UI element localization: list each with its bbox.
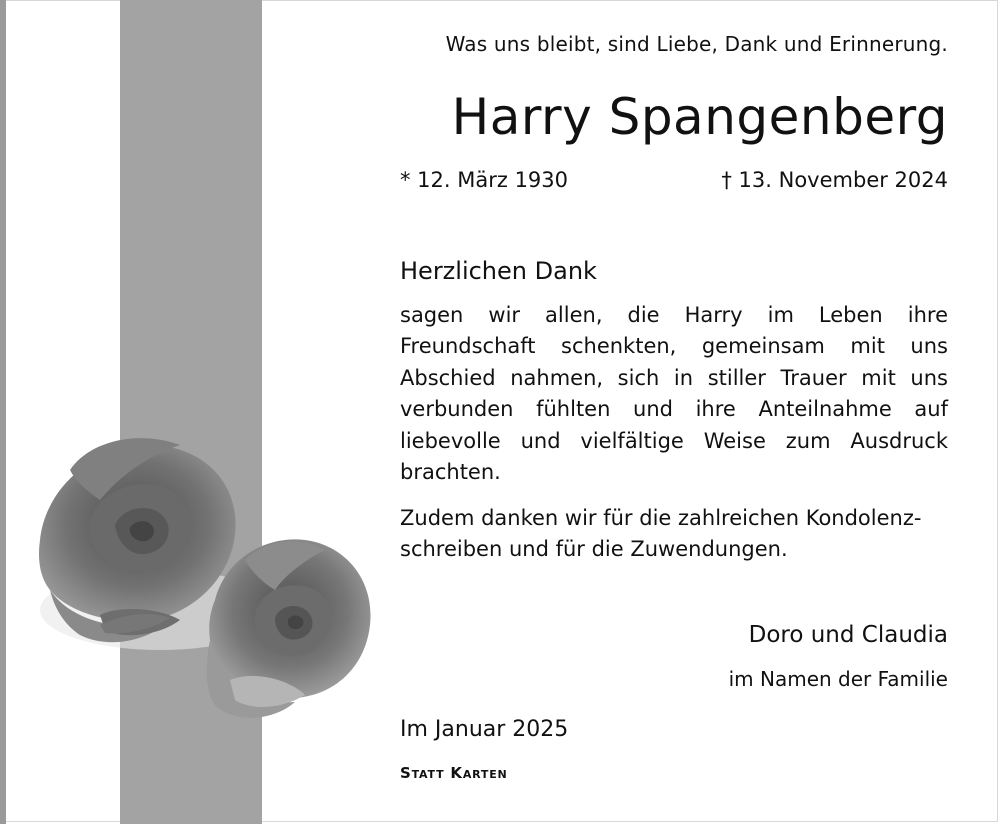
birth-date: * 12. März 1930 [400, 168, 569, 192]
death-date: † 13. November 2024 [721, 168, 948, 192]
motto: Was uns bleibt, sind Liebe, Dank und Erinnerung. [445, 32, 948, 56]
condolence-line-1: Zudem danken wir für die zahlreichen Kondolenz- [400, 506, 922, 530]
rose-right [207, 539, 371, 718]
roses-image [30, 430, 380, 750]
left-edge-strip [0, 0, 6, 824]
notice-date: Im Januar 2025 [400, 717, 569, 742]
signers-subtitle: im Namen der Familie [728, 667, 948, 691]
thanks-paragraph: sagen wir allen, die Harry im Leben ihre Freundschaft schenkten, gemeinsam mit uns Abschied nahmen, sich in stiller Trauer mit uns verbunden fühlten und ihre Anteilnahme auf liebevolle und vielfältige Weise zum Ausdruck brachten. [400, 303, 948, 485]
condolence-line-2: schreiben und für die Zuwendungen. [400, 537, 788, 562]
thanks-heading: Herzlichen Dank [400, 257, 597, 285]
signers: Doro und Claudia [748, 622, 948, 648]
statt-karten: Statt Karten [400, 764, 508, 782]
condolence-paragraph [400, 503, 948, 566]
deceased-name: Harry Spangenberg [451, 88, 948, 146]
